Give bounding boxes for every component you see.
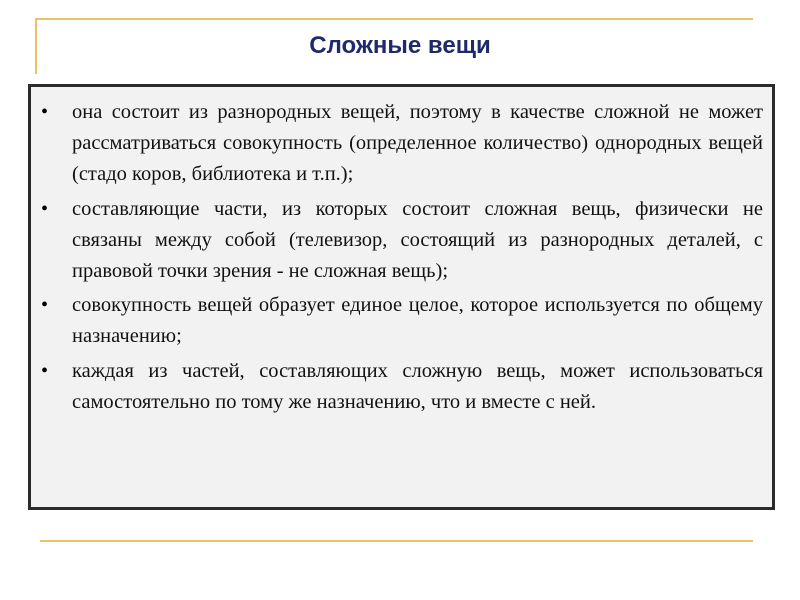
bullet-item <box>41 290 763 352</box>
bullet-icon: • <box>41 197 49 220</box>
bullet-item <box>41 97 763 191</box>
bullet-text: составляющие части, из которых состоит сложная вещь, физически не связаны между собой (телевизор, состоящий из разнородных деталей, с правовой точки зрения - не сложная вещь); <box>72 197 763 283</box>
bullet-item <box>41 356 763 418</box>
bullet-icon: • <box>41 294 49 317</box>
top-accent-rule <box>35 18 753 20</box>
slide-title: Сложные вещи <box>309 32 491 59</box>
bullet-list <box>41 97 763 418</box>
bullet-text: она состоит из разнородных вещей, поэтому в качестве сложной не может рассматриваться совокупность (определенное количество) однородных вещей (стадо коров, библиотека и т.п.); <box>72 101 763 186</box>
bullet-text: совокупность вещей образует единое целое, которое используется по общему назначению; <box>72 294 763 348</box>
bullet-icon: • <box>41 359 49 382</box>
bullet-text: каждая из частей, составляющих сложную вещь, может использоваться самостоятельно по тому же назначению, что и вместе с ней. <box>72 359 763 413</box>
bullet-icon: • <box>41 101 49 123</box>
content-box <box>28 84 775 510</box>
bottom-accent-rule <box>40 540 753 542</box>
bullet-item <box>41 194 763 288</box>
